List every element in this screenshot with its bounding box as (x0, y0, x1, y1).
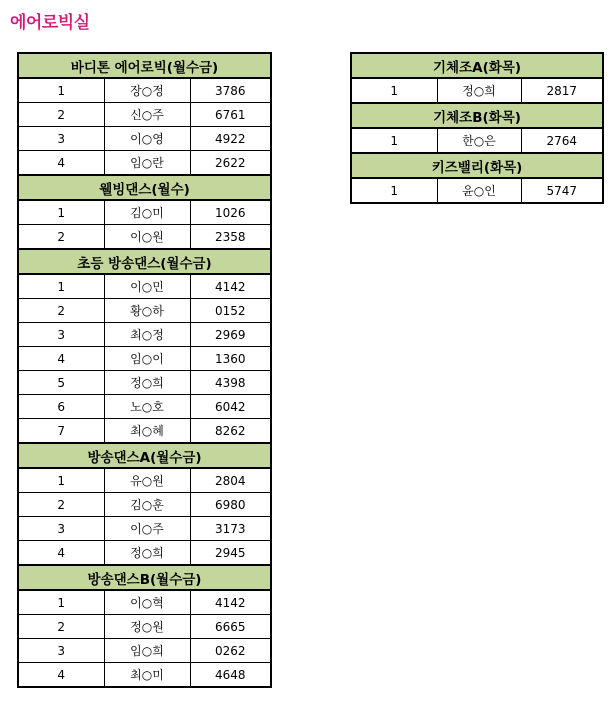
table-row (18, 663, 271, 688)
member-name: 장○정 (104, 78, 190, 103)
member-name: 황○하 (104, 299, 190, 323)
table-row (18, 78, 271, 103)
member-id: 4922 (190, 127, 271, 151)
member-name: 유○원 (104, 468, 190, 493)
row-number: 4 (18, 347, 104, 371)
member-id: 0152 (190, 299, 271, 323)
section-title: 방송댄스B(월수금) (18, 565, 271, 590)
section-header (18, 175, 271, 200)
member-id: 3173 (190, 517, 271, 541)
member-name: 한○은 (437, 128, 521, 153)
section-header (351, 53, 603, 78)
row-number: 5 (18, 371, 104, 395)
table-row (18, 541, 271, 566)
row-number: 2 (18, 493, 104, 517)
row-number: 3 (18, 517, 104, 541)
member-id: 6761 (190, 103, 271, 127)
member-id: 1026 (190, 200, 271, 225)
member-id: 4648 (190, 663, 271, 688)
row-number: 2 (18, 299, 104, 323)
section-header (18, 565, 271, 590)
right-schedule-table (350, 52, 604, 204)
member-id: 6980 (190, 493, 271, 517)
section-header (351, 103, 603, 128)
table-row (351, 128, 603, 153)
table-row (351, 78, 603, 103)
table-row (18, 323, 271, 347)
section-header (18, 443, 271, 468)
table-row (351, 178, 603, 203)
row-number: 1 (18, 78, 104, 103)
table-row (18, 299, 271, 323)
section-title: 기체조A(화목) (351, 53, 603, 78)
member-name: 임○란 (104, 151, 190, 176)
row-number: 2 (18, 225, 104, 250)
row-number: 4 (18, 541, 104, 566)
member-id: 2969 (190, 323, 271, 347)
member-name: 이○혁 (104, 590, 190, 615)
member-name: 정○희 (104, 371, 190, 395)
table-row (18, 151, 271, 176)
table-row (18, 419, 271, 444)
member-id: 2764 (521, 128, 603, 153)
left-schedule-table (17, 52, 272, 688)
member-name: 최○미 (104, 663, 190, 688)
section-title: 방송댄스A(월수금) (18, 443, 271, 468)
member-name: 정○원 (104, 615, 190, 639)
member-name: 신○주 (104, 103, 190, 127)
section-header (351, 153, 603, 178)
section-header (18, 249, 271, 274)
member-name: 최○혜 (104, 419, 190, 444)
member-id: 4398 (190, 371, 271, 395)
row-number: 1 (18, 590, 104, 615)
row-number: 6 (18, 395, 104, 419)
member-name: 임○희 (104, 639, 190, 663)
member-name: 이○원 (104, 225, 190, 250)
table-row (18, 225, 271, 250)
row-number: 3 (18, 323, 104, 347)
row-number: 1 (18, 200, 104, 225)
member-id: 0262 (190, 639, 271, 663)
table-row (18, 371, 271, 395)
table-row (18, 103, 271, 127)
member-name: 윤○인 (437, 178, 521, 203)
table-row (18, 468, 271, 493)
section-header (18, 53, 271, 78)
table-row (18, 639, 271, 663)
member-id: 6665 (190, 615, 271, 639)
table-row (18, 274, 271, 299)
member-name: 임○이 (104, 347, 190, 371)
member-name: 김○훈 (104, 493, 190, 517)
page-title: 에어로빅실 (10, 13, 90, 33)
member-id: 2358 (190, 225, 271, 250)
member-id: 8262 (190, 419, 271, 444)
table-row (18, 347, 271, 371)
member-name: 이○주 (104, 517, 190, 541)
member-id: 2804 (190, 468, 271, 493)
section-title: 바디톤 에어로빅(월수금) (18, 53, 271, 78)
row-number: 3 (18, 127, 104, 151)
section-title: 웰빙댄스(월수) (18, 175, 271, 200)
member-id: 5747 (521, 178, 603, 203)
member-name: 김○미 (104, 200, 190, 225)
table-row (18, 395, 271, 419)
member-name: 이○민 (104, 274, 190, 299)
row-number: 4 (18, 151, 104, 176)
member-name: 이○영 (104, 127, 190, 151)
table-row (18, 590, 271, 615)
row-number: 1 (351, 178, 437, 203)
row-number: 4 (18, 663, 104, 688)
table-row (18, 127, 271, 151)
member-name: 정○희 (104, 541, 190, 566)
member-id: 2622 (190, 151, 271, 176)
member-name: 최○정 (104, 323, 190, 347)
section-title: 기체조B(화목) (351, 103, 603, 128)
row-number: 2 (18, 103, 104, 127)
member-id: 6042 (190, 395, 271, 419)
table-row (18, 200, 271, 225)
row-number: 1 (18, 468, 104, 493)
member-id: 1360 (190, 347, 271, 371)
section-title: 키즈밸리(화목) (351, 153, 603, 178)
table-row (18, 615, 271, 639)
member-id: 3786 (190, 78, 271, 103)
row-number: 7 (18, 419, 104, 444)
member-name: 노○호 (104, 395, 190, 419)
section-title: 초등 방송댄스(월수금) (18, 249, 271, 274)
row-number: 1 (18, 274, 104, 299)
row-number: 1 (351, 78, 437, 103)
member-id: 4142 (190, 274, 271, 299)
table-row (18, 517, 271, 541)
row-number: 1 (351, 128, 437, 153)
member-id: 2817 (521, 78, 603, 103)
member-id: 2945 (190, 541, 271, 566)
member-id: 4142 (190, 590, 271, 615)
member-name: 정○희 (437, 78, 521, 103)
table-row (18, 493, 271, 517)
row-number: 2 (18, 615, 104, 639)
row-number: 3 (18, 639, 104, 663)
